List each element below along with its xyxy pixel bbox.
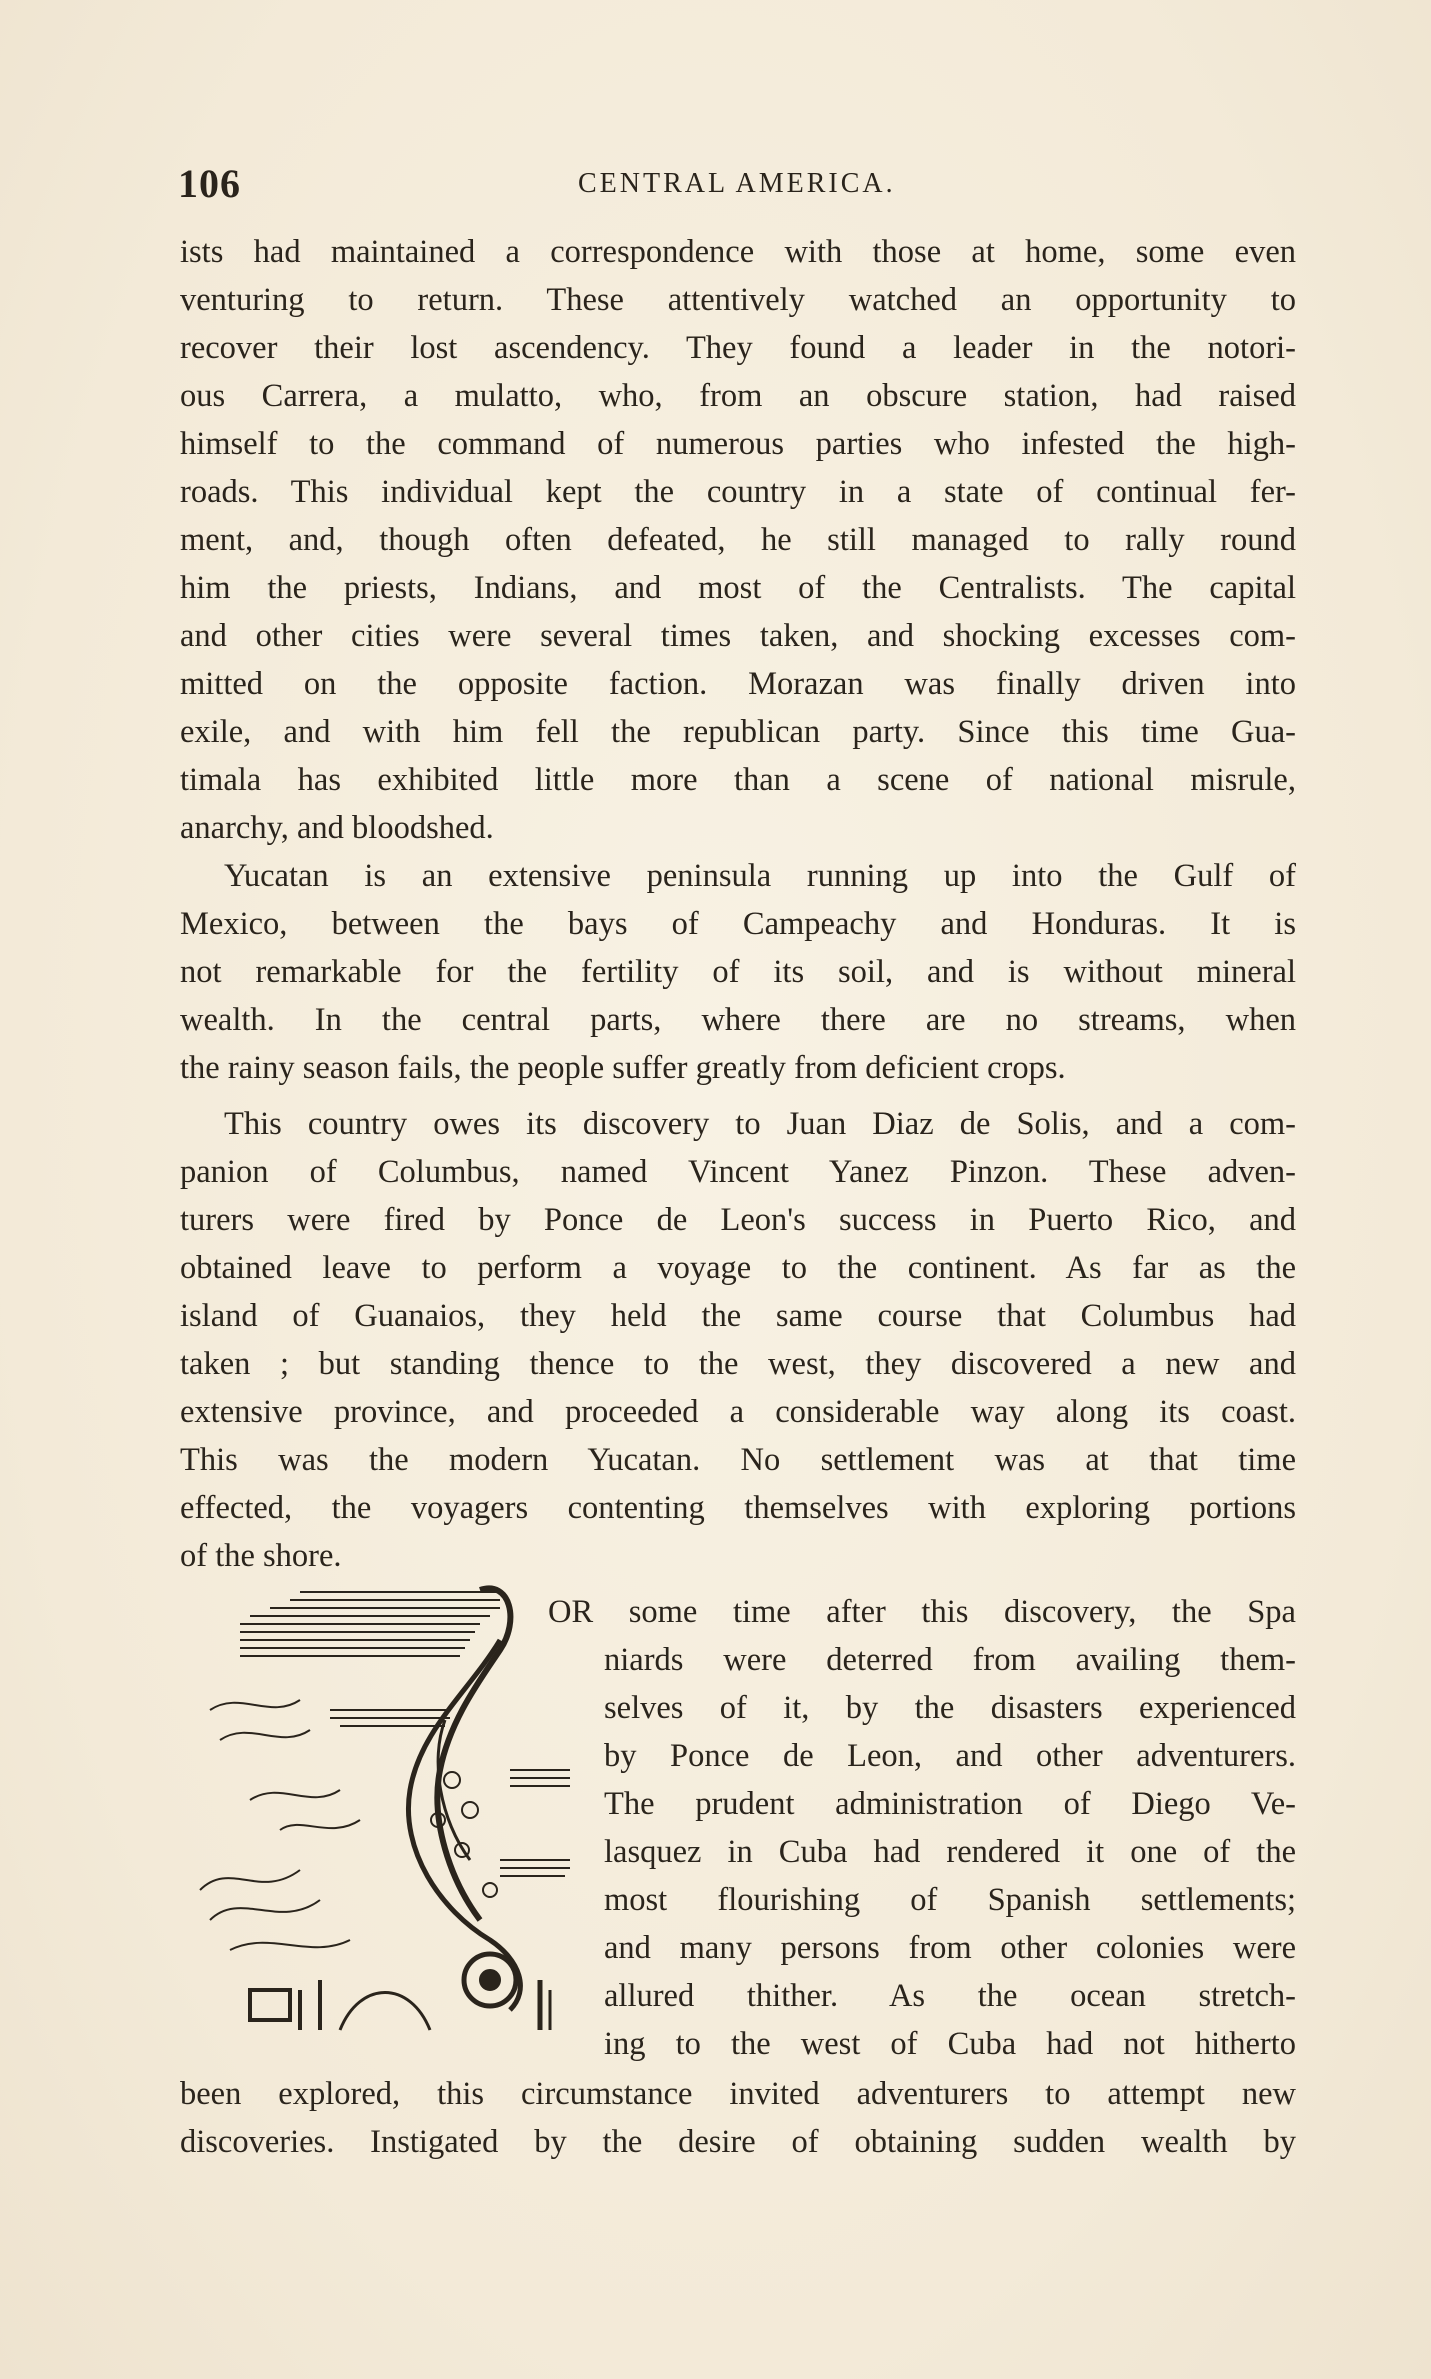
text-line: the rainy season fails, the people suffer greatly from deficient crops. — [180, 1050, 1066, 1086]
text-line: ing to the west of Cuba had not hitherto — [604, 2026, 1296, 2062]
text-line: and other cities were several times taken, and shocking excesses com- — [180, 618, 1296, 654]
text-line: of the shore. — [180, 1538, 342, 1574]
text-line: effected, the voyagers contenting themselves with exploring portions — [180, 1490, 1296, 1526]
text-line: lasquez in Cuba had rendered it one of the — [604, 1834, 1296, 1870]
text-line: allured thither. As the ocean stretch- — [604, 1978, 1296, 2014]
text-line: The prudent administration of Diego Ve- — [604, 1786, 1296, 1822]
ornamental-drop-cap-icon — [190, 1560, 590, 2040]
text-line: taken ; but standing thence to the west, they discovered a new and — [180, 1346, 1296, 1382]
text-line: This country owes its discovery to Juan Diaz de Solis, and a com- — [224, 1106, 1296, 1142]
text-line: recover their lost ascendency. They found a leader in the notori- — [180, 330, 1296, 366]
text-line: by Ponce de Leon, and other adventurers. — [604, 1738, 1296, 1774]
text-line: Mexico, between the bays of Campeachy and Honduras. It is — [180, 906, 1296, 942]
text-line: obtained leave to perform a voyage to the continent. As far as the — [180, 1250, 1296, 1286]
text-line: panion of Columbus, named Vincent Yanez Pinzon. These adven- — [180, 1154, 1296, 1190]
text-line: venturing to return. These attentively watched an opportunity to — [180, 282, 1296, 318]
text-line: mitted on the opposite faction. Morazan was finally driven into — [180, 666, 1296, 702]
text-line: most flourishing of Spanish settlements; — [604, 1882, 1296, 1918]
text-line: ment, and, though often defeated, he still managed to rally round — [180, 522, 1296, 558]
text-line: ous Carrera, a mulatto, who, from an obscure station, had raised — [180, 378, 1296, 414]
text-line: wealth. In the central parts, where there are no streams, when — [180, 1002, 1296, 1038]
text-line: Yucatan is an extensive peninsula running up into the Gulf of — [224, 858, 1296, 894]
text-line: selves of it, by the disasters experienced — [604, 1690, 1296, 1726]
text-line: exile, and with him fell the republican party. Since this time Gua- — [180, 714, 1296, 750]
text-line: discoveries. Instigated by the desire of obtaining sudden wealth by — [180, 2124, 1296, 2160]
text-line: ists had maintained a correspondence with those at home, some even — [180, 234, 1296, 270]
text-line: been explored, this circumstance invited adventurers to attempt new — [180, 2076, 1296, 2112]
text-line: OR some time after this discovery, the Spa — [548, 1594, 1296, 1630]
text-line: and many persons from other colonies were — [604, 1930, 1296, 1966]
running-head: CENTRAL AMERICA. — [578, 168, 896, 199]
text-line: extensive province, and proceeded a considerable way along its coast. — [180, 1394, 1296, 1430]
text-line: This was the modern Yucatan. No settlement was at that time — [180, 1442, 1296, 1478]
page-number: 106 — [178, 161, 241, 206]
text-line: timala has exhibited little more than a scene of national misrule, — [180, 762, 1296, 798]
page-header — [178, 160, 1308, 204]
text-line: anarchy, and bloodshed. — [180, 810, 494, 846]
text-line: niards were deterred from availing them- — [604, 1642, 1296, 1678]
text-line: him the priests, Indians, and most of the Centralists. The capital — [180, 570, 1296, 606]
text-line: not remarkable for the fertility of its soil, and is without mineral — [180, 954, 1296, 990]
text-line: island of Guanaios, they held the same course that Columbus had — [180, 1298, 1296, 1334]
text-line: turers were fired by Ponce de Leon's success in Puerto Rico, and — [180, 1202, 1296, 1238]
text-line: roads. This individual kept the country in a state of continual fer- — [180, 474, 1296, 510]
text-line: himself to the command of numerous parties who infested the high- — [180, 426, 1296, 462]
